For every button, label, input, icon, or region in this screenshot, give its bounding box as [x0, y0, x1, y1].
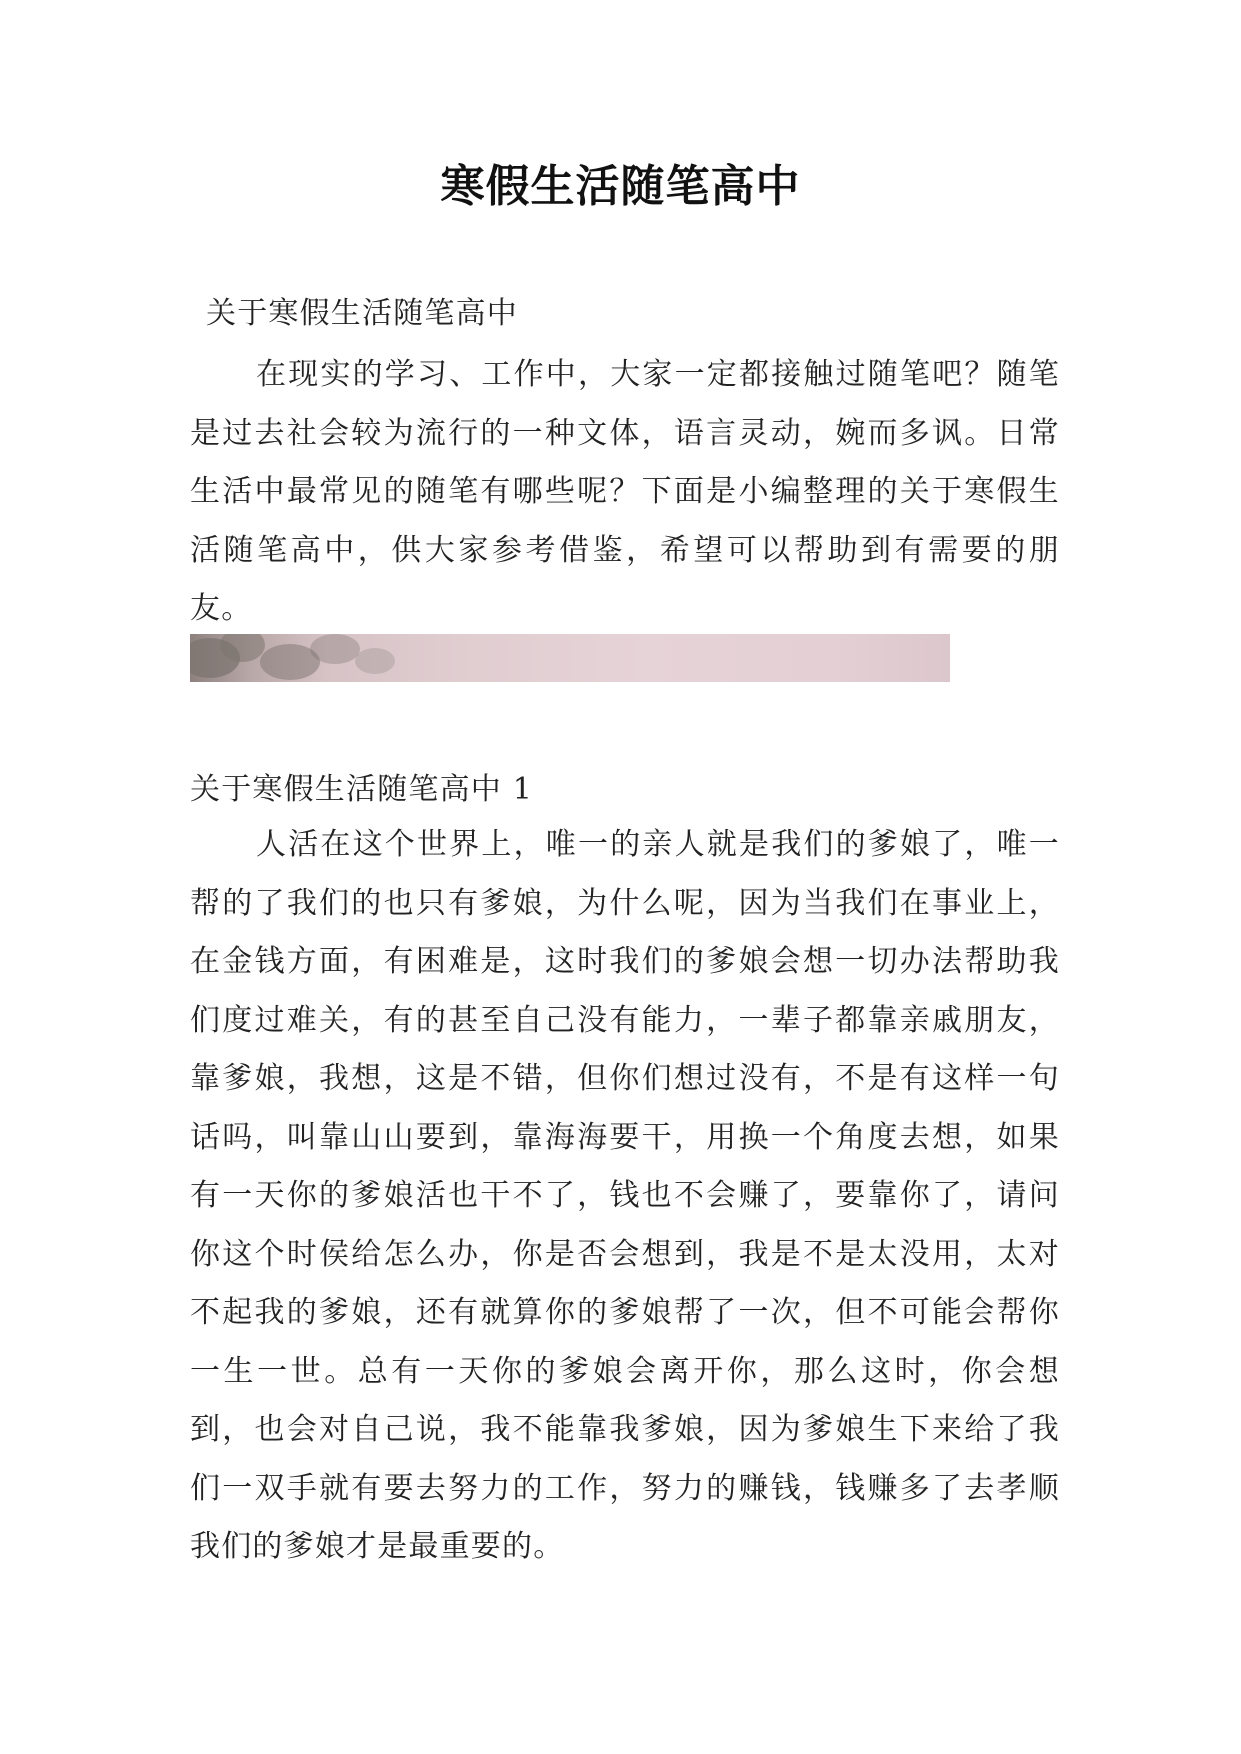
body-paragraph: 人活在这个世界上，唯一的亲人就是我们的爹娘了，唯一帮的了我们的也只有爹娘，为什么呢，因为当我们在事业上，在金钱方面，有困难是，这时我们的爹娘会想一切办法帮助我们度过难关，有的甚至自己没有能力，一辈子都靠亲戚朋友，靠爹娘，我想，这是不错，但你们想过没有，不是有这样一句话吗，叫靠山山要到，靠海海要干，用换一个角度去想，如果有一天你的爹娘活也干不了，钱也不会赚了，要靠你了，请问你这个时侯给怎么办，你是否会想到，我是不是太没用，太对不起我的爹娘，还有就算你的爹娘帮了一次，但不可能会帮你一生一世。总有一天你的爹娘会离开你，那么这时，你会想到，也会对自己说，我不能靠我爹娘，因为爹娘生下来给了我们一双手就有要去努力的工作，努力的赚钱，钱赚多了去孝顺我们的爹娘才是最重要的。 [190, 827, 1060, 1564]
banner-tree-shape [310, 634, 360, 664]
banner-tree-shape [355, 648, 395, 674]
document-subtitle: 关于寒假生活随笔高中 [206, 296, 518, 331]
section-heading: 关于寒假生活随笔高中 1 [190, 772, 534, 807]
document-title: 寒假生活随笔高中 [440, 161, 801, 212]
decorative-banner-image [190, 634, 950, 682]
banner-tree-shape [220, 634, 265, 662]
intro-paragraph: 在现实的学习、工作中，大家一定都接触过随笔吧？随笔是过去社会较为流行的一种文体，语言灵动，婉而多讽。日常生活中最常见的随笔有哪些呢？下面是小编整理的关于寒假生活随笔高中，供大家参考借鉴，希望可以帮助到有需要的朋友。 [190, 357, 1060, 626]
